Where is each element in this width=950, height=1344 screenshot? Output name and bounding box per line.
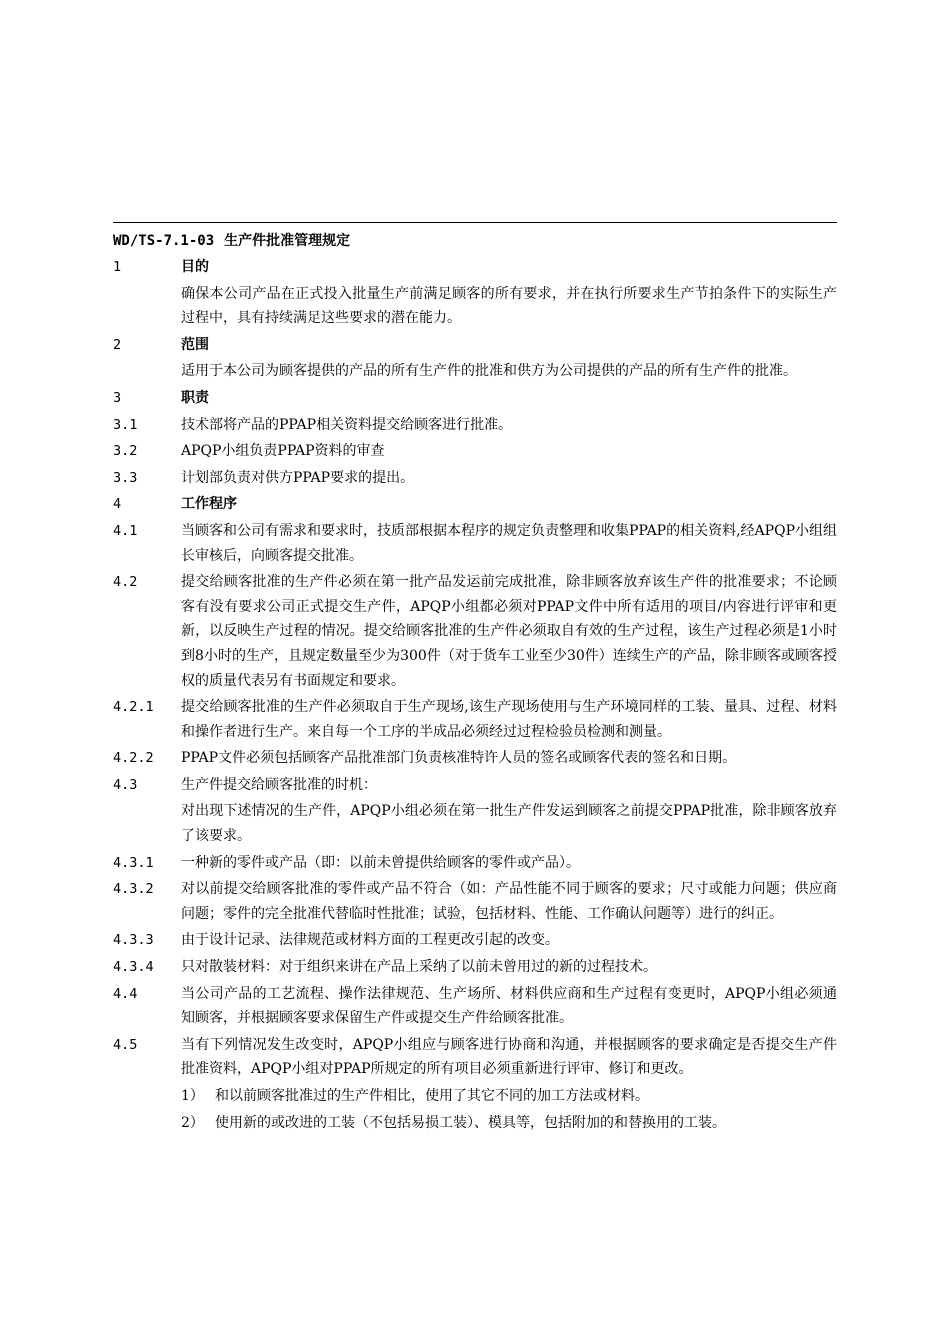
clause-3-1: [113, 413, 837, 438]
list-item-text: 使用新的或改进的工装（不包括易损工装）、模具等，包括附加的和替换用的工装。: [215, 1114, 726, 1131]
clause-4-3-4: [113, 955, 837, 980]
clause-number: 4.5: [113, 1036, 138, 1053]
clause-number: 4.2: [113, 574, 138, 591]
section-3-heading: [113, 386, 837, 411]
clause-4-3-2: [113, 877, 837, 926]
clause-number: 3.3: [113, 469, 138, 486]
document-page: [113, 222, 837, 1137]
clause-text: 生产件提交给顾客批准的时机：: [181, 776, 377, 793]
clause-number: 4.3.1: [113, 854, 154, 871]
section-title: 职责: [181, 389, 209, 406]
clause-text: 提交给顾客批准的生产件必须在第一批产品发运前完成批准，除非顾客放弃该生产件的批准要求；不论顾客有没有要求公司正式提交生产件，APQP小组都必须对PPAP文件中所有适用的项目/内容进行评审和更新，以反映生产过程的情况。提交给顾客批准的生产件必须取自有效的生产过程，该生产过程必须是1小时到8小时的生产，且规定数量至少为300件（对于货车工业至少30件）连续生产的产品，除非顾客或顾客授权的质量代表另有书面规定和要求。: [181, 574, 837, 689]
header-rule: [113, 222, 837, 223]
clause-text: 当顾客和公司有需求和要求时，技质部根据本程序的规定负责整理和收集PPAP的相关资料,经APQP小组组长审核后，向顾客提交批准。: [181, 522, 837, 564]
clause-text: 由于设计记录、法律规范或材料方面的工程更改引起的改变。: [181, 932, 559, 949]
clause-number: 4.2.1: [113, 699, 154, 716]
section-1-heading: [113, 255, 837, 280]
document-title-text: 生产件批准管理规定: [224, 233, 351, 249]
section-1-text: 确保本公司产品在正式投入批量生产前满足顾客的所有要求，并在执行所要求生产节拍条件下的实际生产过程中，具有持续满足这些要求的潜在能力。: [181, 285, 837, 327]
clause-text: 只对散装材料：对于组织来讲在产品上采纳了以前未曾用过的新的过程技术。: [181, 959, 657, 976]
clause-4-4: [113, 982, 837, 1031]
section-4-heading: [113, 492, 837, 517]
section-number: 3: [113, 389, 122, 406]
clause-number: 4.3.2: [113, 881, 154, 898]
section-2-heading: [113, 333, 837, 358]
section-number: 2: [113, 336, 122, 353]
section-number: 4: [113, 496, 122, 513]
clause-4-3-1: [113, 851, 837, 876]
section-2-text: 适用于本公司为顾客提供的产品的所有生产件的批准和供方为公司提供的产品的所有生产件的批准。: [181, 363, 797, 380]
clause-text: APQP小组负责PPAP资料的审查: [181, 443, 385, 460]
list-marker: 2）: [181, 1114, 204, 1131]
clause-number: 4.3.4: [113, 959, 154, 976]
section-number: 1: [113, 259, 122, 275]
clause-text: 技术部将产品的PPAP相关资料提交给顾客进行批准。: [181, 416, 513, 433]
clause-text: 当有下列情况发生改变时，APQP小组应与顾客进行协商和沟通，并根据顾客的要求确定是否提交生产件批准资料，APQP小组对PPAP所规定的所有项目必须重新进行评审、修订和更改。: [181, 1036, 837, 1078]
clause-text: PPAP文件必须包括顾客产品批准部门负责核准特许人员的签名或顾客代表的签名和日期。: [181, 750, 737, 767]
section-title: 范围: [181, 336, 209, 353]
clause-number: 4.3: [113, 776, 138, 793]
clause-3-3: [113, 466, 837, 491]
clause-4-3: [113, 773, 837, 798]
clause-4-2-2: [113, 746, 837, 771]
clause-4-5: [113, 1033, 837, 1082]
clause-number: 4.3.3: [113, 932, 154, 949]
clause-4-5-item-2: [113, 1111, 837, 1136]
clause-4-2: [113, 570, 837, 693]
clause-text: 一种新的零件或产品（即：以前未曾提供给顾客的零件或产品）。: [181, 854, 580, 871]
clause-3-2: [113, 439, 837, 464]
clause-number: 4.2.2: [113, 750, 154, 767]
document-title: [113, 231, 837, 251]
clause-number: 4.1: [113, 522, 138, 539]
list-marker: 1）: [181, 1088, 204, 1104]
clause-4-1: [113, 519, 837, 568]
clause-text: 对以前提交给顾客批准的零件或产品不符合（如：产品性能不同于顾客的要求；尺寸或能力问题；供应商问题；零件的完全批准代替临时性批准；试验，包括材料、性能、工作确认问题等）进行的纠正。: [181, 881, 837, 922]
clause-text: 当公司产品的工艺流程、操作法律规范、生产场所、材料供应商和生产过程有变更时，APQP小组必须通知顾客，并根据顾客要求保留生产件或提交生产件给顾客批准。: [181, 985, 837, 1027]
clause-4-5-item-1: [113, 1084, 837, 1109]
clause-text: 提交给顾客批准的生产件必须取自于生产现场,该生产现场使用与生产环境同样的工装、量具、过程、材料和操作者进行生产。来自每一个工序的半成品必须经过过程检验员检测和测量。: [181, 699, 837, 740]
clause-number: 3.2: [113, 443, 138, 460]
clause-text: 计划部负责对供方PPAP要求的提出。: [181, 469, 415, 486]
list-item-text: 和以前顾客批准过的生产件相比，使用了其它不同的加工方法或材料。: [215, 1088, 649, 1104]
clause-4-3-continuation: 对出现下述情况的生产件，APQP小组必须在第一批生产件发运到顾客之前提交PPAP批准，除非顾客放弃了该要求。: [181, 803, 837, 845]
clause-4-2-1: [113, 695, 837, 744]
clause-4-3-3: [113, 928, 837, 953]
section-title: 工作程序: [181, 496, 237, 513]
document-code: WD/TS-7.1-03: [113, 233, 215, 249]
section-title: 目的: [181, 259, 209, 275]
clause-number: 3.1: [113, 416, 138, 433]
clause-number: 4.4: [113, 985, 138, 1002]
